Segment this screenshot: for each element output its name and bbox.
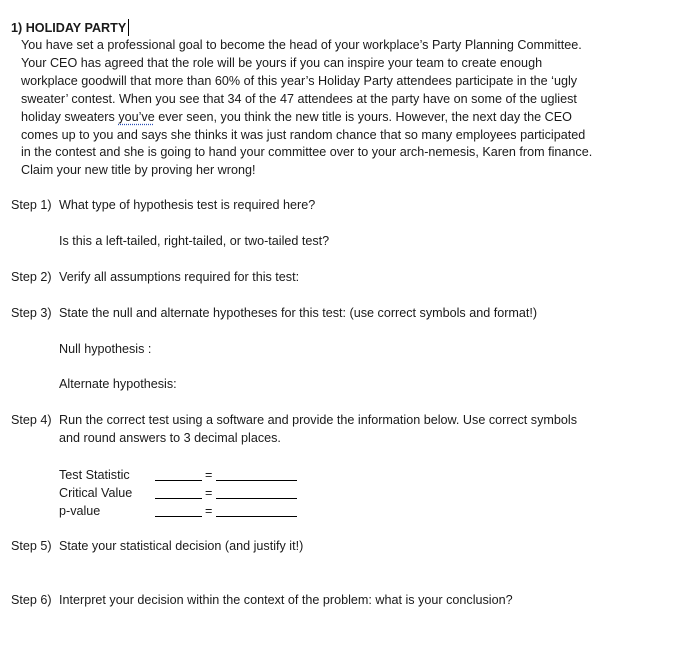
symbol-blank[interactable] [155, 498, 202, 499]
problem-line: Your CEO has agreed that the role will be yours if you can inspire your team to create enough [21, 55, 543, 70]
problem-line: workplace goodwill that more than 60% of this year’s Holiday Party attendees participate in the ‘ugly [21, 73, 578, 88]
value-blank[interactable] [216, 516, 297, 517]
problem-line-part: ever seen, you think the new title is yours. However, the next day the CEO [154, 109, 572, 124]
step-4-continued: and round answers to 3 decimal places. [59, 431, 281, 445]
step-number: Step 4) [11, 413, 52, 427]
problem-line: You have set a professional goal to become the head of your workplace’s Party Planning Committee. [21, 38, 582, 52]
step-1-subquestion: Is this a left-tailed, right-tailed, or two-tailed test? [59, 234, 330, 248]
spellcheck-flagged-word[interactable]: you’ve [118, 109, 155, 124]
equals-sign: = [205, 468, 213, 482]
problem-statement [21, 37, 661, 180]
step-4 [11, 412, 577, 430]
step-5 [11, 538, 303, 556]
step-number: Step 3) [11, 306, 52, 320]
step-1 [11, 197, 315, 215]
step-2 [11, 269, 299, 287]
step-6 [11, 592, 513, 610]
problem-title [11, 19, 129, 36]
problem-line: comes up to you and says she thinks it was just random chance that so many employees participated [21, 127, 586, 142]
alternate-hypothesis-label: Alternate hypothesis: [59, 377, 177, 391]
null-hypothesis-label: Null hypothesis : [59, 342, 152, 356]
step-text: State the null and alternate hypotheses for this test: (use correct symbols and format!) [59, 306, 538, 320]
equals-sign: = [205, 504, 213, 518]
step-text: Run the correct test using a software and provide the information below. Use correct symbols [59, 413, 577, 427]
step-text: State your statistical decision (and justify it!) [59, 539, 304, 553]
problem-line [21, 109, 661, 127]
problem-title-text: 1) HOLIDAY PARTY [11, 21, 127, 35]
step-number: Step 1) [11, 198, 52, 212]
step-number: Step 2) [11, 270, 52, 284]
step-text: What type of hypothesis test is required here? [59, 198, 316, 212]
step-text: Interpret your decision within the context of the problem: what is your conclusion? [59, 593, 513, 607]
value-blank[interactable] [216, 498, 297, 499]
problem-line: sweater’ contest. When you see that 34 of the 47 attendees at the party have on some of the ugliest [21, 91, 577, 106]
result-label: Critical Value [59, 486, 133, 500]
symbol-blank[interactable] [155, 480, 202, 481]
step-3 [11, 305, 537, 323]
value-blank[interactable] [216, 480, 297, 481]
problem-line-part: holiday sweaters [21, 109, 119, 124]
step-number: Step 6) [11, 593, 52, 607]
problem-line: Claim your new title by proving her wrong! [21, 163, 256, 178]
problem-line: in the contest and she is going to hand your committee over to your arch-nemesis, Karen from finance. [21, 145, 593, 160]
text-cursor [128, 19, 129, 36]
result-label: Test Statistic [59, 468, 130, 482]
step-text: Verify all assumptions required for this test: [59, 270, 300, 284]
symbol-blank[interactable] [155, 516, 202, 517]
equals-sign: = [205, 486, 213, 500]
result-label: p-value [59, 504, 101, 518]
step-number: Step 5) [11, 539, 52, 553]
